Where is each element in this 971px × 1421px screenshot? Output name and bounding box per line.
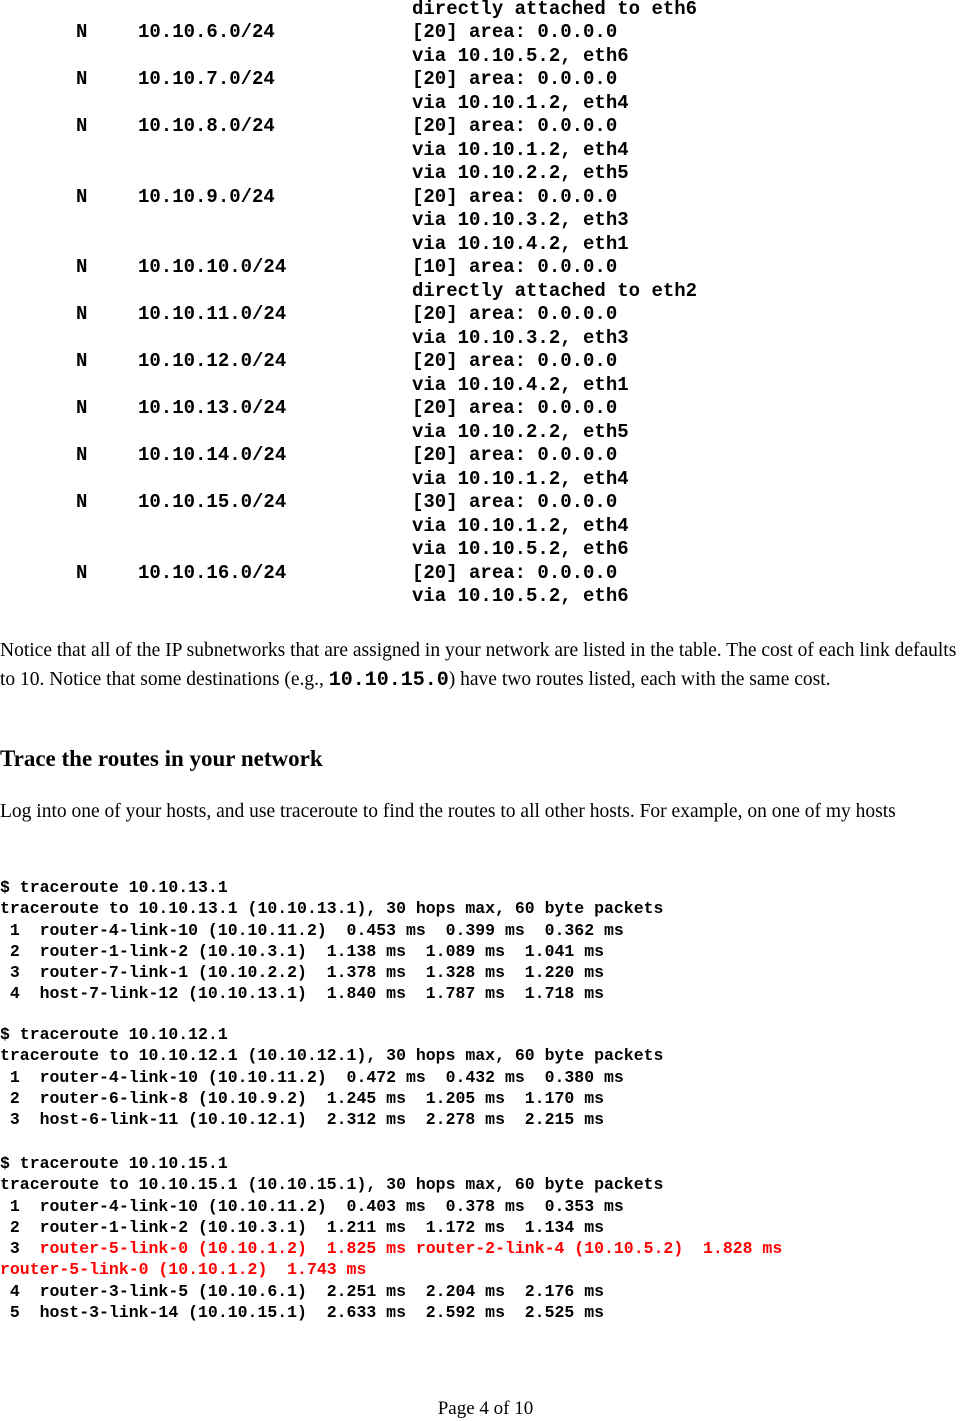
traceroute-hop: 2 router-6-link-8 (10.10.9.2) 1.245 ms 1.205 ms 1.170 ms xyxy=(0,1088,604,1108)
route-flag: N xyxy=(76,185,88,208)
traceroute-command: $ traceroute 10.10.15.1 xyxy=(0,1154,228,1173)
route-info-line: [20] area: 0.0.0.0 xyxy=(412,444,618,466)
route-info-line: [20] area: 0.0.0.0 xyxy=(412,68,618,90)
route-flag: N xyxy=(76,561,88,584)
route-network: 10.10.13.0/24 xyxy=(138,397,287,419)
route-info-line: via 10.10.2.2, eth5 xyxy=(412,420,629,443)
route-network: 10.10.7.0/24 xyxy=(138,68,275,90)
traceroute-hop: 1 router-4-link-10 (10.10.11.2) 0.472 ms 0.432 ms 0.380 ms xyxy=(0,1067,624,1087)
route-info-line: directly attached to eth2 xyxy=(412,279,698,302)
route-info-line: via 10.10.1.2, eth4 xyxy=(412,91,629,114)
route-info-line: via 10.10.3.2, eth3 xyxy=(412,326,629,349)
traceroute-header: traceroute to 10.10.12.1 (10.10.12.1), 30 hops max, 60 byte packets xyxy=(0,1046,664,1066)
route-info-line: via 10.10.1.2, eth4 xyxy=(412,138,629,161)
hop-number: 3 xyxy=(0,1239,40,1259)
route-info-line: [20] area: 0.0.0.0 xyxy=(412,185,618,208)
route-info-line: via 10.10.1.2, eth4 xyxy=(412,514,629,537)
route-info-line: [20] area: 0.0.0.0 xyxy=(412,115,618,137)
inline-code-subnet: 10.10.15.0 xyxy=(328,669,449,692)
route-network: 10.10.15.0/24 xyxy=(138,491,287,513)
route-network: 10.10.12.0/24 xyxy=(138,350,287,372)
notice-paragraph xyxy=(0,636,971,695)
route-info-line: [10] area: 0.0.0.0 xyxy=(412,256,618,278)
route-info-line: [20] area: 0.0.0.0 xyxy=(412,303,618,325)
route-flag: N xyxy=(76,350,88,372)
route-network: 10.10.14.0/24 xyxy=(138,444,287,466)
route-flag: N xyxy=(76,444,88,466)
traceroute-header: traceroute to 10.10.13.1 (10.10.13.1), 30 hops max, 60 byte packets xyxy=(0,899,664,919)
route-info-line: via 10.10.2.2, eth5 xyxy=(412,162,629,184)
page-footer: Page 4 of 10 xyxy=(437,1398,534,1419)
traceroute-hop: 4 router-3-link-5 (10.10.6.1) 2.251 ms 2.204 ms 2.176 ms xyxy=(0,1281,604,1301)
route-network: 10.10.16.0/24 xyxy=(138,561,287,584)
route-info-line: [20] area: 0.0.0.0 xyxy=(412,350,618,372)
route-network: 10.10.10.0/24 xyxy=(138,256,287,278)
route-info-line: [20] area: 0.0.0.0 xyxy=(412,21,618,43)
traceroute-hop: 4 host-7-link-12 (10.10.13.1) 1.840 ms 1.787 ms 1.718 ms xyxy=(0,984,604,1004)
route-info-line: via 10.10.5.2, eth6 xyxy=(412,538,629,560)
traceroute-hop: 3 host-6-link-11 (10.10.12.1) 2.312 ms 2.278 ms 2.215 ms xyxy=(0,1110,604,1130)
traceroute-hop: 1 router-4-link-10 (10.10.11.2) 0.453 ms 0.399 ms 0.362 ms xyxy=(0,920,624,940)
route-flag: N xyxy=(76,303,88,325)
route-flag: N xyxy=(76,21,88,43)
route-flag: N xyxy=(76,115,88,137)
route-network: 10.10.9.0/24 xyxy=(138,185,275,208)
route-network: 10.10.8.0/24 xyxy=(138,115,275,137)
traceroute-hop: 2 router-1-link-2 (10.10.3.1) 1.138 ms 1.089 ms 1.041 ms xyxy=(0,941,604,961)
traceroute-hop-multipath xyxy=(0,1238,971,1259)
traceroute-command: $ traceroute 10.10.12.1 xyxy=(0,1025,228,1044)
notice-text-after: ) have two routes listed, each with the same cost. xyxy=(448,669,831,690)
route-info-line: via 10.10.5.2, eth6 xyxy=(412,585,629,607)
route-info-line: via 10.10.3.2, eth3 xyxy=(412,209,629,231)
route-info-line: via 10.10.1.2, eth4 xyxy=(412,467,629,490)
traceroute-hop: 1 router-4-link-10 (10.10.11.2) 0.403 ms 0.378 ms 0.353 ms xyxy=(0,1196,624,1216)
route-flag: N xyxy=(76,397,88,419)
route-info-line: via 10.10.5.2, eth6 xyxy=(412,44,629,67)
traceroute-hop: 2 router-1-link-2 (10.10.3.1) 1.211 ms 1.172 ms 1.134 ms xyxy=(0,1217,604,1237)
route-info-line: [30] area: 0.0.0.0 xyxy=(412,491,618,513)
traceroute-block-2 xyxy=(0,1024,971,1130)
route-flag: N xyxy=(76,256,88,278)
route-network: 10.10.6.0/24 xyxy=(138,21,275,43)
route-info-line: directly attached to eth6 xyxy=(412,0,698,20)
route-flag: N xyxy=(76,68,88,90)
route-info-line: [20] area: 0.0.0.0 xyxy=(412,397,618,419)
traceroute-header: traceroute to 10.10.15.1 (10.10.15.1), 30 hops max, 60 byte packets xyxy=(0,1175,664,1195)
traceroute-block-3 xyxy=(0,1153,971,1323)
route-flag: N xyxy=(76,491,88,513)
traceroute-block-1 xyxy=(0,877,971,1005)
intro-paragraph: Log into one of your hosts, and use traceroute to find the routes to all other hosts. For example, on one of my hosts xyxy=(0,801,896,822)
route-info-line: via 10.10.4.2, eth1 xyxy=(412,373,629,396)
traceroute-command: $ traceroute 10.10.13.1 xyxy=(0,878,228,897)
section-heading: Trace the routes in your network xyxy=(0,746,323,771)
route-info-line: [20] area: 0.0.0.0 xyxy=(412,561,618,584)
traceroute-hop: 5 host-3-link-14 (10.10.15.1) 2.633 ms 2.592 ms 2.525 ms xyxy=(0,1303,604,1323)
traceroute-hop: 3 router-7-link-1 (10.10.2.2) 1.378 ms 1.328 ms 1.220 ms xyxy=(0,963,604,983)
notice-text-before: Notice that all of the IP subnetworks that are assigned in your network are listed in the table. The cost of each link defaults to 10. Notice that some destinations (e.g., xyxy=(0,640,957,690)
route-network: 10.10.11.0/24 xyxy=(138,303,287,325)
multipath-highlight: router-5-link-0 (10.10.1.2) 1.825 ms router-2-link-4 (10.10.5.2) 1.828 ms xyxy=(39,1239,783,1259)
multipath-highlight-continued: router-5-link-0 (10.10.1.2) 1.743 ms xyxy=(0,1260,367,1280)
route-info-line: via 10.10.4.2, eth1 xyxy=(412,232,629,255)
